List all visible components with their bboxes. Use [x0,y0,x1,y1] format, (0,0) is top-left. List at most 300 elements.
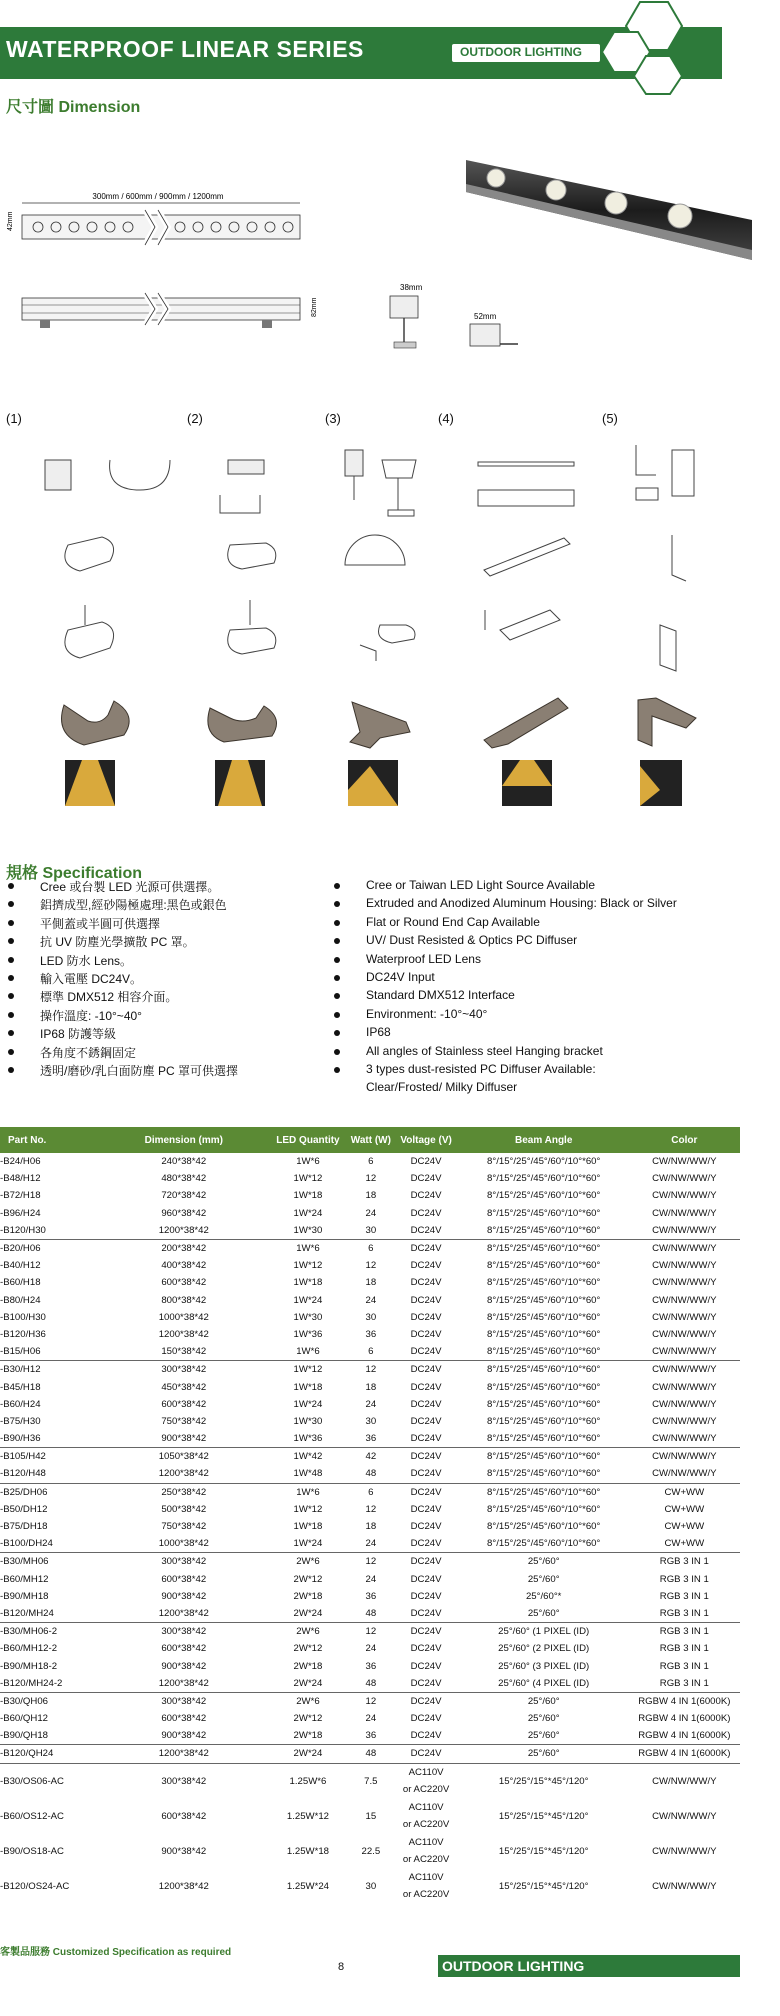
table-cell: 8°/15°/25°/45°/60°/10°*60° [487,1346,601,1358]
table-cell: 1W*42 [268,1448,349,1466]
table-cell: -B120/MH24 [0,1607,54,1619]
table-cell: 1W*30 [293,1311,323,1323]
col-voltage: Voltage (V) [393,1127,458,1153]
voltage-line: AC110V [408,1802,444,1814]
table-cell: 25°/60° [459,1745,629,1763]
table-cell: DC24V [410,1433,442,1445]
table-cell: 300*38*42 [100,1361,268,1379]
table-cell: DC24V [393,1239,458,1257]
table-cell: -B120/OS24-AC [0,1880,70,1892]
spec-cn-item: 標準 DMX512 相容介面。 [40,990,178,1005]
table-cell: 36 [365,1730,377,1742]
table-cell: 250*38*42 [100,1483,268,1501]
table-row [0,1834,740,1869]
table-cell: 25°/60° [527,1607,560,1619]
table-cell: 8°/15°/25°/45°/60°/10°*60° [459,1483,629,1501]
dimension-heading: 尺寸圖 Dimension [6,99,141,116]
table-row [0,1257,740,1274]
table-cell: 36 [365,1433,377,1445]
col-watt: Watt (W) [348,1127,393,1153]
table-cell: 450*38*42 [161,1381,207,1393]
table-cell: -B120/H48 [0,1468,46,1480]
table-cell: RGB 3 IN 1 [659,1643,709,1655]
table-cell: 1W*24 [293,1538,323,1550]
table-cell: CW/NW/WW/Y [652,1277,717,1289]
spec-cn-item: 平側蓋或半圓可供選擇 [40,916,161,931]
table-cell: -B100/DH24 [0,1538,53,1550]
bullet-dot [8,1067,14,1073]
table-cell: CW+WW [664,1503,705,1515]
table-cell: -B60/MH12 [0,1573,49,1585]
table-cell: DC24V [410,1503,442,1515]
table-cell: DC24V [410,1224,442,1236]
table-cell: -B75/H30 [0,1415,41,1427]
hexagon-decoration [590,0,730,95]
table-cell: 24 [365,1207,377,1219]
table-cell: 1W*6 [268,1483,349,1501]
table-cell: 30 [365,1415,377,1427]
table-cell: 25°/60° [527,1573,560,1585]
bullet-dot [334,975,340,981]
table-cell: DC24V [410,1190,442,1202]
table-cell: DC24V [410,1294,442,1306]
table-cell: 900*38*42 [161,1845,207,1857]
table-cell: 25°/60° (4 PIXEL (ID) [498,1677,590,1689]
table-cell: 8°/15°/25°/45°/60°/10°*60° [487,1224,601,1236]
voltage-line: AC110V [408,1837,444,1849]
bullet-dot [334,920,340,926]
bullet-dot [334,957,340,963]
mount-label-3: (3) [325,411,341,426]
customized-spec-note: 客製品服務 Customized Specification as required [0,1947,232,1958]
page-title: WATERPROOF LINEAR SERIES [6,36,364,62]
table-cell: CW/NW/WW/Y [629,1763,740,1799]
mounting-bracket-drawings [0,430,740,820]
table-cell: -B30/OS06-AC [0,1763,100,1799]
table-cell: 22.5 [361,1845,381,1857]
table-row [0,1640,740,1657]
table-cell: 12 [348,1361,393,1379]
table-cell: -B30/MH06-2 [0,1623,100,1641]
bullet-dot [334,883,340,889]
table-cell: DC24V [410,1590,442,1602]
table-cell: DC24V [393,1692,458,1710]
table-cell: 18 [365,1190,377,1202]
svg-text:42mm: 42mm [7,211,14,231]
spec-cn-item: 輸入電壓 DC24V。 [40,972,143,986]
table-cell: 6 [368,1346,374,1358]
table-cell: 8°/15°/25°/45°/60°/10°*60° [487,1207,601,1219]
table-row [0,1222,740,1240]
table-cell: 2W*12 [293,1573,323,1585]
table-cell: 8°/15°/25°/45°/60°/10°*60° [487,1398,601,1410]
table-cell: DC24V [410,1730,442,1742]
table-cell: DC24V [410,1328,442,1340]
table-cell: DC24V [410,1573,442,1585]
table-cell: CW/NW/WW/Y [629,1448,740,1466]
spec-en-item: Cree or Taiwan LED Light Source Available [366,878,596,892]
table-cell: 1W*30 [293,1415,323,1427]
table-cell: CW/NW/WW/Y [652,1433,717,1445]
table-cell: -B90/OS18-AC [0,1845,64,1857]
table-cell: 600*38*42 [161,1810,207,1822]
table-cell: 8°/15°/25°/45°/60°/10°*60° [487,1173,601,1185]
svg-text:82mm: 82mm [311,297,318,317]
table-cell: -B90/QH18 [0,1730,48,1742]
table-cell: 2W*24 [268,1745,349,1763]
table-cell: 12 [348,1692,393,1710]
table-cell: RGB 3 IN 1 [659,1660,709,1672]
table-cell: 2W*18 [293,1730,323,1742]
table-cell [393,1834,458,1869]
table-cell: DC24V [410,1521,442,1533]
table-row [0,1535,740,1553]
col-part-no: Part No. [0,1127,100,1153]
table-cell: 1200*38*42 [158,1224,209,1236]
table-cell: -B60/H24 [0,1398,41,1410]
table-cell: 1W*18 [293,1190,323,1202]
table-cell: -B24/H06 [0,1156,41,1168]
table-row [0,1710,740,1727]
table-cell: 2W*6 [268,1623,349,1641]
table-cell: 25°/60° [459,1553,629,1571]
col-led-quantity: LED Quantity [268,1127,349,1153]
table-cell: 1050*38*42 [100,1448,268,1466]
bullet-dot [8,938,14,944]
bullet-dot [8,883,14,889]
table-cell: 600*38*42 [161,1643,207,1655]
mount-label-4: (4) [438,411,454,426]
table-cell: RGBW 4 IN 1(6000K) [629,1745,740,1763]
table-cell: 8°/15°/25°/45°/60°/10°*60° [487,1311,601,1323]
length-label: 300mm / 600mm / 900mm / 1200mm [92,192,224,201]
table-cell: 750*38*42 [161,1521,207,1533]
table-cell: 12 [348,1623,393,1641]
table-cell: 12 [365,1173,377,1185]
bullet-dot [8,901,14,907]
table-cell: RGBW 4 IN 1(6000K) [638,1713,731,1725]
table-row [0,1657,740,1674]
spec-en-item: IP68 [366,1025,391,1040]
table-cell: 8°/15°/25°/45°/60°/10°*60° [487,1521,601,1533]
table-cell: 1W*18 [293,1277,323,1289]
table-cell: 300*38*42 [100,1623,268,1641]
table-cell: -B60/OS12-AC [0,1810,64,1822]
table-cell: 500*38*42 [161,1503,207,1515]
table-cell: DC24V [410,1277,442,1289]
table-cell: CW/NW/WW/Y [629,1239,740,1257]
table-header-row [0,1127,740,1153]
table-cell: DC24V [410,1607,442,1619]
table-cell: 15°/25°/15°*45°/120° [498,1845,589,1857]
svg-text:38mm: 38mm [400,283,423,292]
table-cell: 2W*18 [293,1660,323,1672]
table-cell: 15°/25°/15°*45°/120° [498,1810,589,1822]
table-cell: DC24V [410,1156,442,1168]
table-row [0,1465,740,1483]
bullet-dot [334,993,340,999]
table-cell: 1.25W*6 [268,1763,349,1799]
table-cell: 1200*38*42 [100,1745,268,1763]
table-cell: CW/NW/WW/Y [652,1346,717,1358]
table-cell: 8°/15°/25°/45°/60°/10°*60° [487,1503,601,1515]
table-cell: DC24V [410,1538,442,1550]
table-row [0,1869,740,1904]
table-cell: 1200*38*42 [158,1328,209,1340]
table-cell: 1.25W*12 [286,1810,330,1822]
table-cell: CW+WW [664,1521,705,1533]
spec-cn-item: 各角度不銹鋼固定 [40,1045,137,1060]
table-cell: 1000*38*42 [158,1311,209,1323]
table-row [0,1361,740,1379]
table-cell: 1200*38*42 [158,1468,209,1480]
table-cell: 8°/15°/25°/45°/60°/10°*60° [487,1381,601,1393]
table-cell: -B105/H42 [0,1448,100,1466]
table-row [0,1153,740,1170]
table-cell: 900*38*42 [161,1730,207,1742]
spec-en-item: Waterproof LED Lens [366,951,481,966]
table-cell: DC24V [410,1713,442,1725]
table-cell: CW+WW [664,1538,705,1550]
table-row [0,1483,740,1501]
spec-en-item: UV/ Dust Resisted & Optics PC Diffuser [366,933,578,948]
table-cell: 300*38*42 [100,1692,268,1710]
table-cell: DC24V [410,1398,442,1410]
table-cell: 1W*24 [293,1207,323,1219]
table-row [0,1675,740,1693]
table-row [0,1553,740,1571]
table-cell: DC24V [393,1361,458,1379]
svg-text:52mm: 52mm [474,312,497,321]
table-cell: CW/NW/WW/Y [652,1173,717,1185]
table-cell: 25°/60° [527,1713,560,1725]
table-cell: CW/NW/WW/Y [652,1415,717,1427]
page-number: 8 [338,1961,345,1973]
table-cell: CW/NW/WW/Y [652,1260,717,1272]
table-cell: DC24V [410,1468,442,1480]
table-cell: 1W*12 [268,1361,349,1379]
table-cell: 24 [365,1294,377,1306]
table-cell: 48 [365,1607,377,1619]
table-cell: 1W*36 [293,1328,323,1340]
table-cell: CW/NW/WW/Y [652,1398,717,1410]
table-cell [393,1799,458,1834]
table-cell: DC24V [393,1623,458,1641]
table-cell: -B80/H24 [0,1294,41,1306]
table-cell: 240*38*42 [161,1156,207,1168]
table-cell: 900*38*42 [161,1433,207,1445]
voltage-line: or AC220V [402,1889,450,1901]
table-cell: 36 [365,1328,377,1340]
table-cell: -B90/MH18 [0,1590,49,1602]
table-cell: 2W*6 [268,1692,349,1710]
spec-en-item: DC24V Input [366,970,435,984]
table-cell: 900*38*42 [161,1590,207,1602]
spec-en-item: Extruded and Anodized Aluminum Housing: Black or Silver [366,896,677,911]
table-cell: -B30/QH06 [0,1692,100,1710]
table-cell: 1200*38*42 [158,1607,209,1619]
table-row [0,1170,740,1187]
mount-label-2: (2) [187,411,203,426]
table-cell: RGB 3 IN 1 [629,1553,740,1571]
table-cell: DC24V [410,1660,442,1672]
table-cell: 18 [365,1277,377,1289]
table-cell: CW/NW/WW/Y [652,1207,717,1219]
table-cell: 8°/15°/25°/45°/60°/10°*60° [487,1156,601,1168]
table-row [0,1623,740,1641]
table-cell: -B30/MH06 [0,1553,100,1571]
table-cell: 1W*6 [268,1239,349,1257]
voltage-line: or AC220V [402,1819,450,1831]
table-cell: 48 [365,1677,377,1689]
table-cell: -B120/QH24 [0,1745,100,1763]
table-cell: -B120/H30 [0,1224,46,1236]
table-cell: 25°/60° (1 PIXEL (ID) [459,1623,629,1641]
table-row [0,1205,740,1222]
voltage-line: or AC220V [402,1854,450,1866]
table-cell: -B72/H18 [0,1190,41,1202]
table-cell: 800*38*42 [161,1294,207,1306]
voltage-line: or AC220V [402,1784,450,1796]
table-cell: 6 [348,1483,393,1501]
table-row [0,1343,740,1361]
col-color: Color [629,1127,740,1153]
table-cell: RGB 3 IN 1 [659,1573,709,1585]
table-row [0,1430,740,1448]
table-row [0,1745,740,1763]
table-cell: CW+WW [629,1483,740,1501]
table-cell: 600*38*42 [161,1277,207,1289]
table-row [0,1448,740,1466]
table-cell: -B45/H18 [0,1381,41,1393]
table-cell: 6 [348,1239,393,1257]
table-cell: DC24V [410,1173,442,1185]
table-row [0,1413,740,1430]
table-cell: 200*38*42 [100,1239,268,1257]
table-cell: -B120/H36 [0,1328,46,1340]
table-cell: 18 [365,1521,377,1533]
product-photo [466,150,752,260]
table-cell: 960*38*42 [161,1207,207,1219]
table-cell: 8°/15°/25°/45°/60°/10°*60° [459,1239,629,1257]
table-cell: -B20/H06 [0,1239,100,1257]
bullet-dot [334,1030,340,1036]
table-cell: CW/NW/WW/Y [629,1361,740,1379]
table-cell: 2W*6 [268,1553,349,1571]
voltage-line: AC110V [408,1767,444,1779]
table-row [0,1501,740,1518]
voltage-line: AC110V [408,1872,444,1884]
table-cell: 24 [365,1398,377,1410]
table-cell: RGB 3 IN 1 [659,1677,709,1689]
table-row [0,1518,740,1535]
bullet-dot [8,1030,14,1036]
table-cell: 1W*36 [293,1433,323,1445]
table-cell: 1W*18 [293,1521,323,1533]
table-row [0,1588,740,1605]
bullet-dot [334,901,340,907]
table-cell: DC24V [410,1346,442,1358]
table-cell: 1W*12 [293,1260,323,1272]
bullet-dot [8,920,14,926]
table-cell: CW/NW/WW/Y [652,1294,717,1306]
table-cell: -B60/H18 [0,1277,41,1289]
table-cell: 1W*24 [293,1398,323,1410]
table-row [0,1187,740,1204]
table-cell: 2W*24 [293,1607,323,1619]
spec-cn-item: 操作溫度: -10°~40° [40,1008,142,1023]
table-cell: 1.25W*24 [286,1880,330,1892]
table-cell: 6 [368,1156,374,1168]
table-cell: 8°/15°/25°/45°/60°/10°*60° [487,1468,601,1480]
bullet-dot [334,1012,340,1018]
table-cell: CW/NW/WW/Y [652,1880,717,1892]
table-cell: -B60/MH12-2 [0,1643,58,1655]
table-cell: RGB 3 IN 1 [629,1623,740,1641]
table-cell: -B90/H36 [0,1433,41,1445]
table-cell: 36 [365,1590,377,1602]
spec-en-item: Standard DMX512 Interface [366,988,515,1003]
table-cell: 24 [365,1573,377,1585]
table-cell: RGBW 4 IN 1(6000K) [638,1730,731,1742]
table-row [0,1692,740,1710]
table-row [0,1396,740,1413]
table-cell: CW/NW/WW/Y [652,1190,717,1202]
table-cell: -B75/DH18 [0,1521,48,1533]
table-cell: 8°/15°/25°/45°/60°/10°*60° [487,1433,601,1445]
bullet-dot [334,1049,340,1055]
table-cell: 720*38*42 [161,1190,207,1202]
table-row [0,1292,740,1309]
table-cell: -B25/DH06 [0,1483,100,1501]
table-cell: -B30/H12 [0,1361,100,1379]
table-cell: 1200*38*42 [158,1880,209,1892]
table-cell: -B96/H24 [0,1207,41,1219]
spec-cn-item: LED 防水 Lens。 [40,953,133,968]
table-row [0,1274,740,1291]
table-row [0,1378,740,1395]
table-cell: 8°/15°/25°/45°/60°/10°*60° [487,1294,601,1306]
table-cell: 1W*6 [296,1156,320,1168]
table-cell: 750*38*42 [161,1415,207,1427]
table-cell: -B120/MH24-2 [0,1677,63,1689]
bullet-dot [8,957,14,963]
table-row [0,1727,740,1745]
table-cell: 8°/15°/25°/45°/60°/10°*60° [487,1415,601,1427]
table-cell: CW/NW/WW/Y [652,1381,717,1393]
table-cell: 12 [365,1260,377,1272]
table-row [0,1571,740,1588]
bullet-dot [8,1012,14,1018]
table-cell: CW/NW/WW/Y [652,1845,717,1857]
spec-en-item: Flat or Round End Cap Available [366,914,540,929]
spec-cn-item: 抗 UV 防塵光學擴散 PC 罩。 [40,935,195,950]
spec-en-item: 3 types dust-resisted PC Diffuser Available: [366,1062,596,1076]
spec-cn-item: IP68 防護等級 [40,1027,117,1042]
bullet-dot [8,975,14,981]
table-cell: 8°/15°/25°/45°/60°/10°*60° [487,1328,601,1340]
mount-label-1: (1) [6,411,22,426]
bullet-dot [334,938,340,944]
table-cell: 25°/60° [527,1730,560,1742]
table-cell: 42 [348,1448,393,1466]
table-cell: 24 [365,1643,377,1655]
header-badge-text: OUTDOOR LIGHTING [460,45,582,59]
table-cell: 15°/25°/15°*45°/120° [459,1763,629,1799]
table-cell: DC24V [410,1415,442,1427]
table-cell: 2W*12 [293,1643,323,1655]
table-cell: 48 [365,1468,377,1480]
